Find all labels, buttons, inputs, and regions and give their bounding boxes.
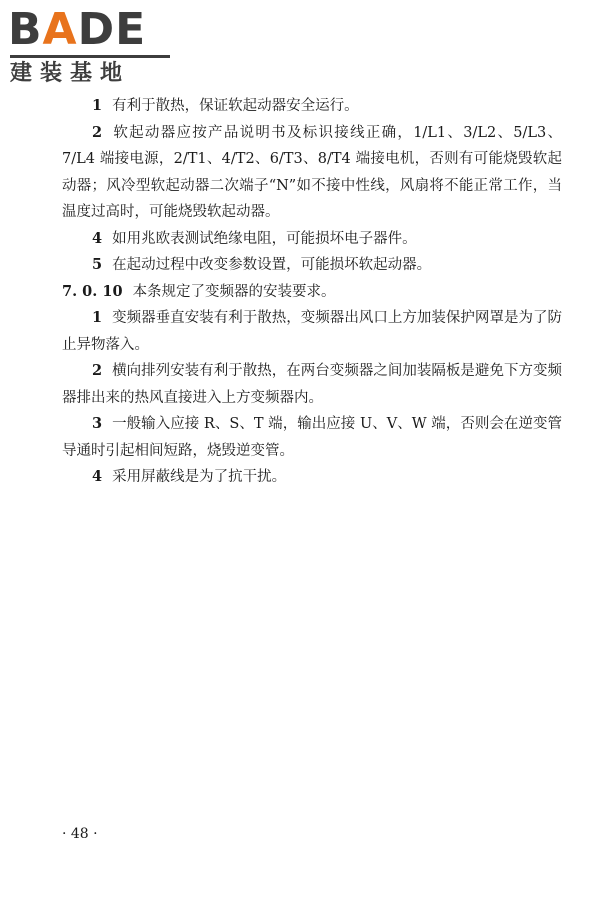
- item-text: 横向排列安装有利于散热，在两台变频器之间加装隔板是避免下方变频器排出来的热风直接进入上方变频器内。: [62, 363, 562, 406]
- item-text: 如用兆欧表测试绝缘电阻，可能损坏电子器件。: [112, 230, 417, 247]
- list-item: [62, 252, 562, 279]
- page-number: · 48 ·: [62, 826, 98, 842]
- list-item: [62, 358, 562, 411]
- logo-letters-de: DE: [77, 4, 147, 55]
- logo-letter-a: A: [42, 4, 78, 55]
- item-number: 3: [92, 415, 103, 432]
- item-number: 1: [92, 97, 103, 114]
- item-text: 在起动过程中改变参数设置，可能损坏软起动器。: [112, 257, 432, 273]
- item-text: 变频器垂直安装有利于散热，变频器出风口上方加装保护网罩是为了防止异物落入。: [62, 310, 562, 353]
- item-number: 1: [92, 309, 103, 326]
- logo-divider: [10, 55, 170, 58]
- list-item: [62, 93, 562, 120]
- logo-subtitle: 建装基地: [10, 61, 131, 86]
- clause-text: 本条规定了变频器的安装要求。: [132, 283, 336, 300]
- page-body: [62, 93, 562, 491]
- logo-wordmark: [8, 6, 174, 54]
- item-number: 2: [92, 123, 103, 141]
- clause-heading: [62, 279, 562, 306]
- clause-number: 7. 0. 10: [62, 282, 123, 300]
- logo-letter-b: B: [8, 4, 43, 55]
- list-item: [62, 464, 562, 491]
- item-text: 软起动器应按产品说明书及标识接线正确，1/L1、3/L2、5/L3、7/L4 端接电源，2/T1、4/T2、6/T3、8/T4 端接电机，否则有可能烧毁软起动器；风冷型软起动器二次端子“N”如不接中性线，风扇将不能正常工作，当温度过高时，可能烧毁软起动器。: [62, 124, 562, 220]
- list-item: [62, 226, 562, 253]
- item-text: 一般输入应接 R、S、T 端，输出应接 U、V、W 端，否则会在逆变管导通时引起相间短路，烧毁逆变管。: [62, 416, 562, 459]
- item-number: 4: [92, 229, 103, 247]
- brand-logo: [8, 6, 178, 88]
- list-item: [62, 411, 562, 464]
- list-item: [62, 120, 562, 226]
- item-number: 5: [92, 256, 103, 273]
- list-item: [62, 305, 562, 358]
- item-number: 4: [92, 468, 103, 485]
- item-text: 有利于散热，保证软起动器安全运行。: [112, 98, 359, 114]
- item-number: 2: [92, 362, 103, 379]
- item-text: 采用屏蔽线是为了抗干扰。: [112, 469, 287, 485]
